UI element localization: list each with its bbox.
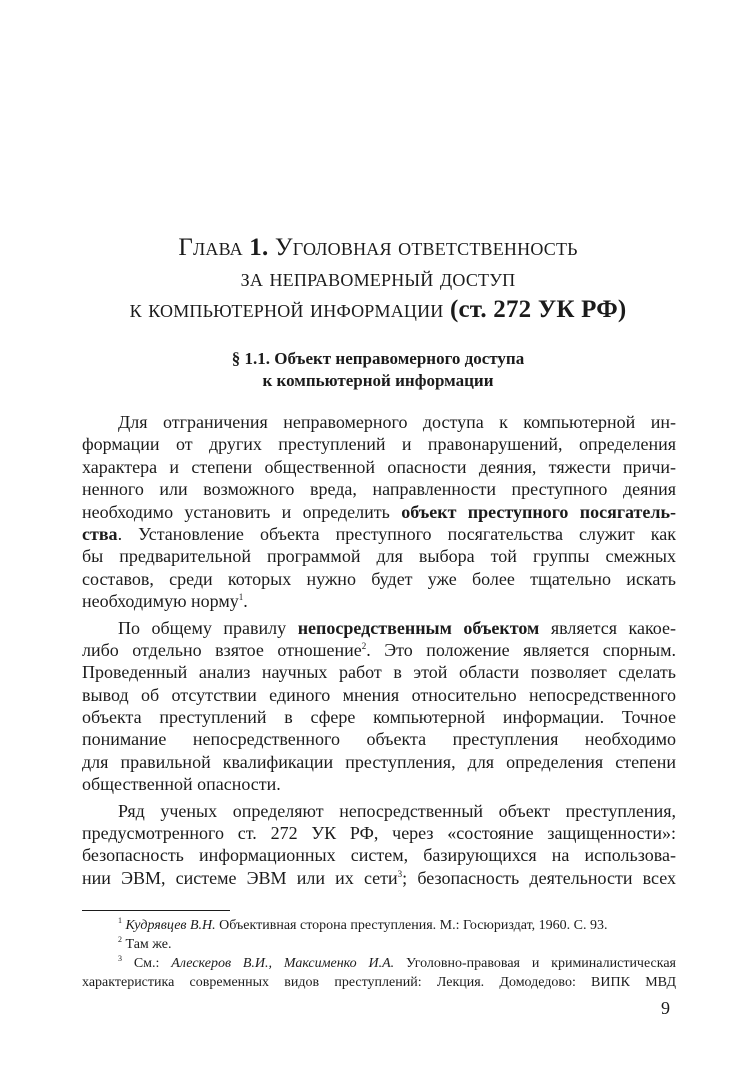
footnote-1: $^1$ Кудрявцев В.Н. Объективная сторона преступления. М.: Госюриздат, 1960. С. 93. xyxy=(118,916,608,933)
paragraph-1-line: ненного или возможного вреда, направленности преступного деяния xyxy=(82,479,676,500)
paragraph-1-line: составов, среди которых нужно будет уже более тщательно искать xyxy=(82,568,676,589)
section-heading-line-2: к компьютерной информации xyxy=(262,371,494,390)
bold-term-object-end: ства xyxy=(82,523,118,544)
paragraph-1-line: необходимо установить и определить объект преступного посягатель- xyxy=(82,501,677,522)
paragraph-2-line: объекта преступлений в сфере компьютерной информации. Точное xyxy=(82,707,676,728)
paragraph-3-line: предусмотренного ст. 272 УК РФ, через «состояние защищенности»: xyxy=(82,823,676,844)
bold-term-object: объект преступного посягатель- xyxy=(401,501,677,522)
footnotes xyxy=(82,916,676,992)
paragraph-3-line: нии ЭВМ, системе ЭВМ или их сети$^3$; безопасность деятельности всех xyxy=(82,867,676,888)
chapter-title-line-3: к компьютерной информации (ст. 272 УК РФ) xyxy=(129,296,627,323)
bold-term-direct-object: непосредственным объектом xyxy=(297,617,540,638)
footnote-ref-2[interactable]: 2 xyxy=(361,640,367,651)
footnote-2: $^2$ Там же. xyxy=(118,935,172,952)
section-heading xyxy=(80,348,676,392)
paragraph-1-line: характера и степени общественной опасности деяния, тяжести причи- xyxy=(82,456,676,477)
paragraph-2-line: для правильной квалификации преступления, для определения степени xyxy=(82,751,676,772)
paragraph-3-line: безопасность информационных систем, базирующихся на использова- xyxy=(82,845,676,866)
chapter-title-line-2: за неправомерный доступ xyxy=(240,265,516,292)
chapter-title-line-1: Глава 1. Уголовная ответственность xyxy=(178,234,578,261)
paragraph-1-line: необходимую норму$^1$. xyxy=(82,591,248,612)
page-number: 9 xyxy=(661,998,670,1018)
paragraph-1-line: Для отграничения неправомерного доступа к компьютерной ин- xyxy=(118,412,676,432)
footnote-3-continued: характеристика современных видов преступлений: Лекция. Домодедово: ВИПК МВД xyxy=(82,975,676,990)
paragraph-1-line: ства. Установление объекта преступного посягательства служит как xyxy=(82,523,676,544)
paragraph-2-line: По общему правилу непосредственным объектом является какое- xyxy=(118,617,676,638)
paragraph-2-line: понимание непосредственного объекта преступления необходимо xyxy=(82,729,676,750)
paragraph-2-line: вывод об отсутствии единого мнения относительно непосредственного xyxy=(82,684,676,705)
footnote-divider xyxy=(82,910,230,911)
paragraph-2-line: общественной опасности. xyxy=(82,774,281,795)
paragraph-1-line: формации от других преступлений и правонарушений, определения xyxy=(82,434,676,455)
paragraph-2-line: либо отдельно взятое отношение$^2$. Это положение является спорным. xyxy=(82,639,676,660)
paragraph-2-line: Проведенный анализ научных работ в этой области позволяет сделать xyxy=(82,662,676,683)
footnote-ref-3[interactable]: 3 xyxy=(397,868,403,879)
chapter-title xyxy=(80,232,676,325)
footnote-ref-1[interactable]: 1 xyxy=(238,592,244,603)
paragraph-1-line: бы предварительной программой для выбора той группы смежных xyxy=(82,546,676,567)
footnote-3: $^3$ См.: Алескеров В.И., Максименко И.А. Уголовно-правовая и криминалистическая xyxy=(118,954,676,971)
body-text xyxy=(82,411,676,889)
paragraph-3-line: Ряд ученых определяют непосредственный объект преступления, xyxy=(118,800,676,821)
section-heading-line-1: § 1.1. Объект неправомерного доступа xyxy=(231,349,525,368)
